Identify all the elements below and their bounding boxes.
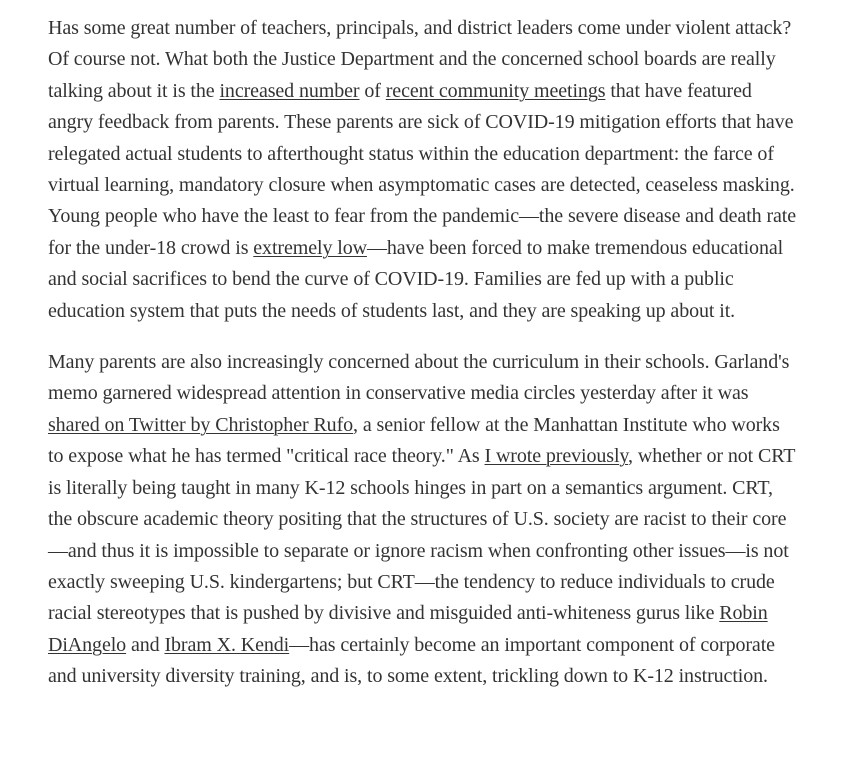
text-run: that have featured angry feedback from parents. These parents are sick of COVID-19 mitigation efforts that have relegated actual students to afterthought status within the education department: the farce of virtual learning, mandatory closure when asymptomatic cases are detected, ceaseless masking. Young people who have the least to fear from the pandemic—the severe disease and death rate for the under-18 crowd is	[48, 79, 797, 259]
paragraph	[48, 13, 800, 327]
text-run: , whether or not CRT is literally being taught in many K-12 schools hinges in part on a semantics argument. CRT, the obscure academic theory positing that the structures of U.S. society are racist to their core—and thus it is impossible to separate or ignore racism when confronting other issues—is not exactly sweeping U.S. kindergartens; but CRT—the tendency to reduce individuals to crude racial stereotypes that is pushed by divisive and misguided anti-whiteness gurus like	[48, 445, 796, 625]
text-run: Many parents are also increasingly concerned about the curriculum in their schools. Garland's memo garnered widespread attention in conservative media circles yesterday after it was	[48, 351, 790, 405]
paragraph	[48, 347, 800, 692]
inline-link[interactable]: I wrote previously	[484, 445, 629, 468]
text-run: Has some great number of teachers, principals, and district leaders come under violent attack? Of course not. What both the Justice Department and the concerned school boards are really talking about it is the	[48, 17, 792, 102]
inline-link[interactable]: increased number	[219, 79, 360, 102]
text-run: —has certainly become an important component of corporate and university diversity training, and is, to some extent, trickling down to K-12 instruction.	[48, 633, 775, 688]
inline-link[interactable]: extremely low	[253, 236, 367, 259]
text-run: , a senior fellow at the Manhattan Institute who works to expose what he has termed "critical race theory." As	[48, 413, 780, 468]
text-run: of	[359, 79, 386, 102]
inline-link[interactable]: recent community meetings	[385, 79, 606, 102]
inline-link[interactable]: shared on Twitter by Christopher Rufo	[48, 413, 354, 436]
inline-link[interactable]: Robin DiAngelo	[48, 602, 768, 656]
inline-link[interactable]: Ibram X. Kendi	[164, 633, 290, 656]
text-run: —have been forced to make tremendous educational and social sacrifices to bend the curve of COVID-19. Families are fed up with a public education system that puts the needs of students last, and they are speaking up about it.	[48, 236, 784, 322]
text-run: and	[126, 633, 165, 656]
